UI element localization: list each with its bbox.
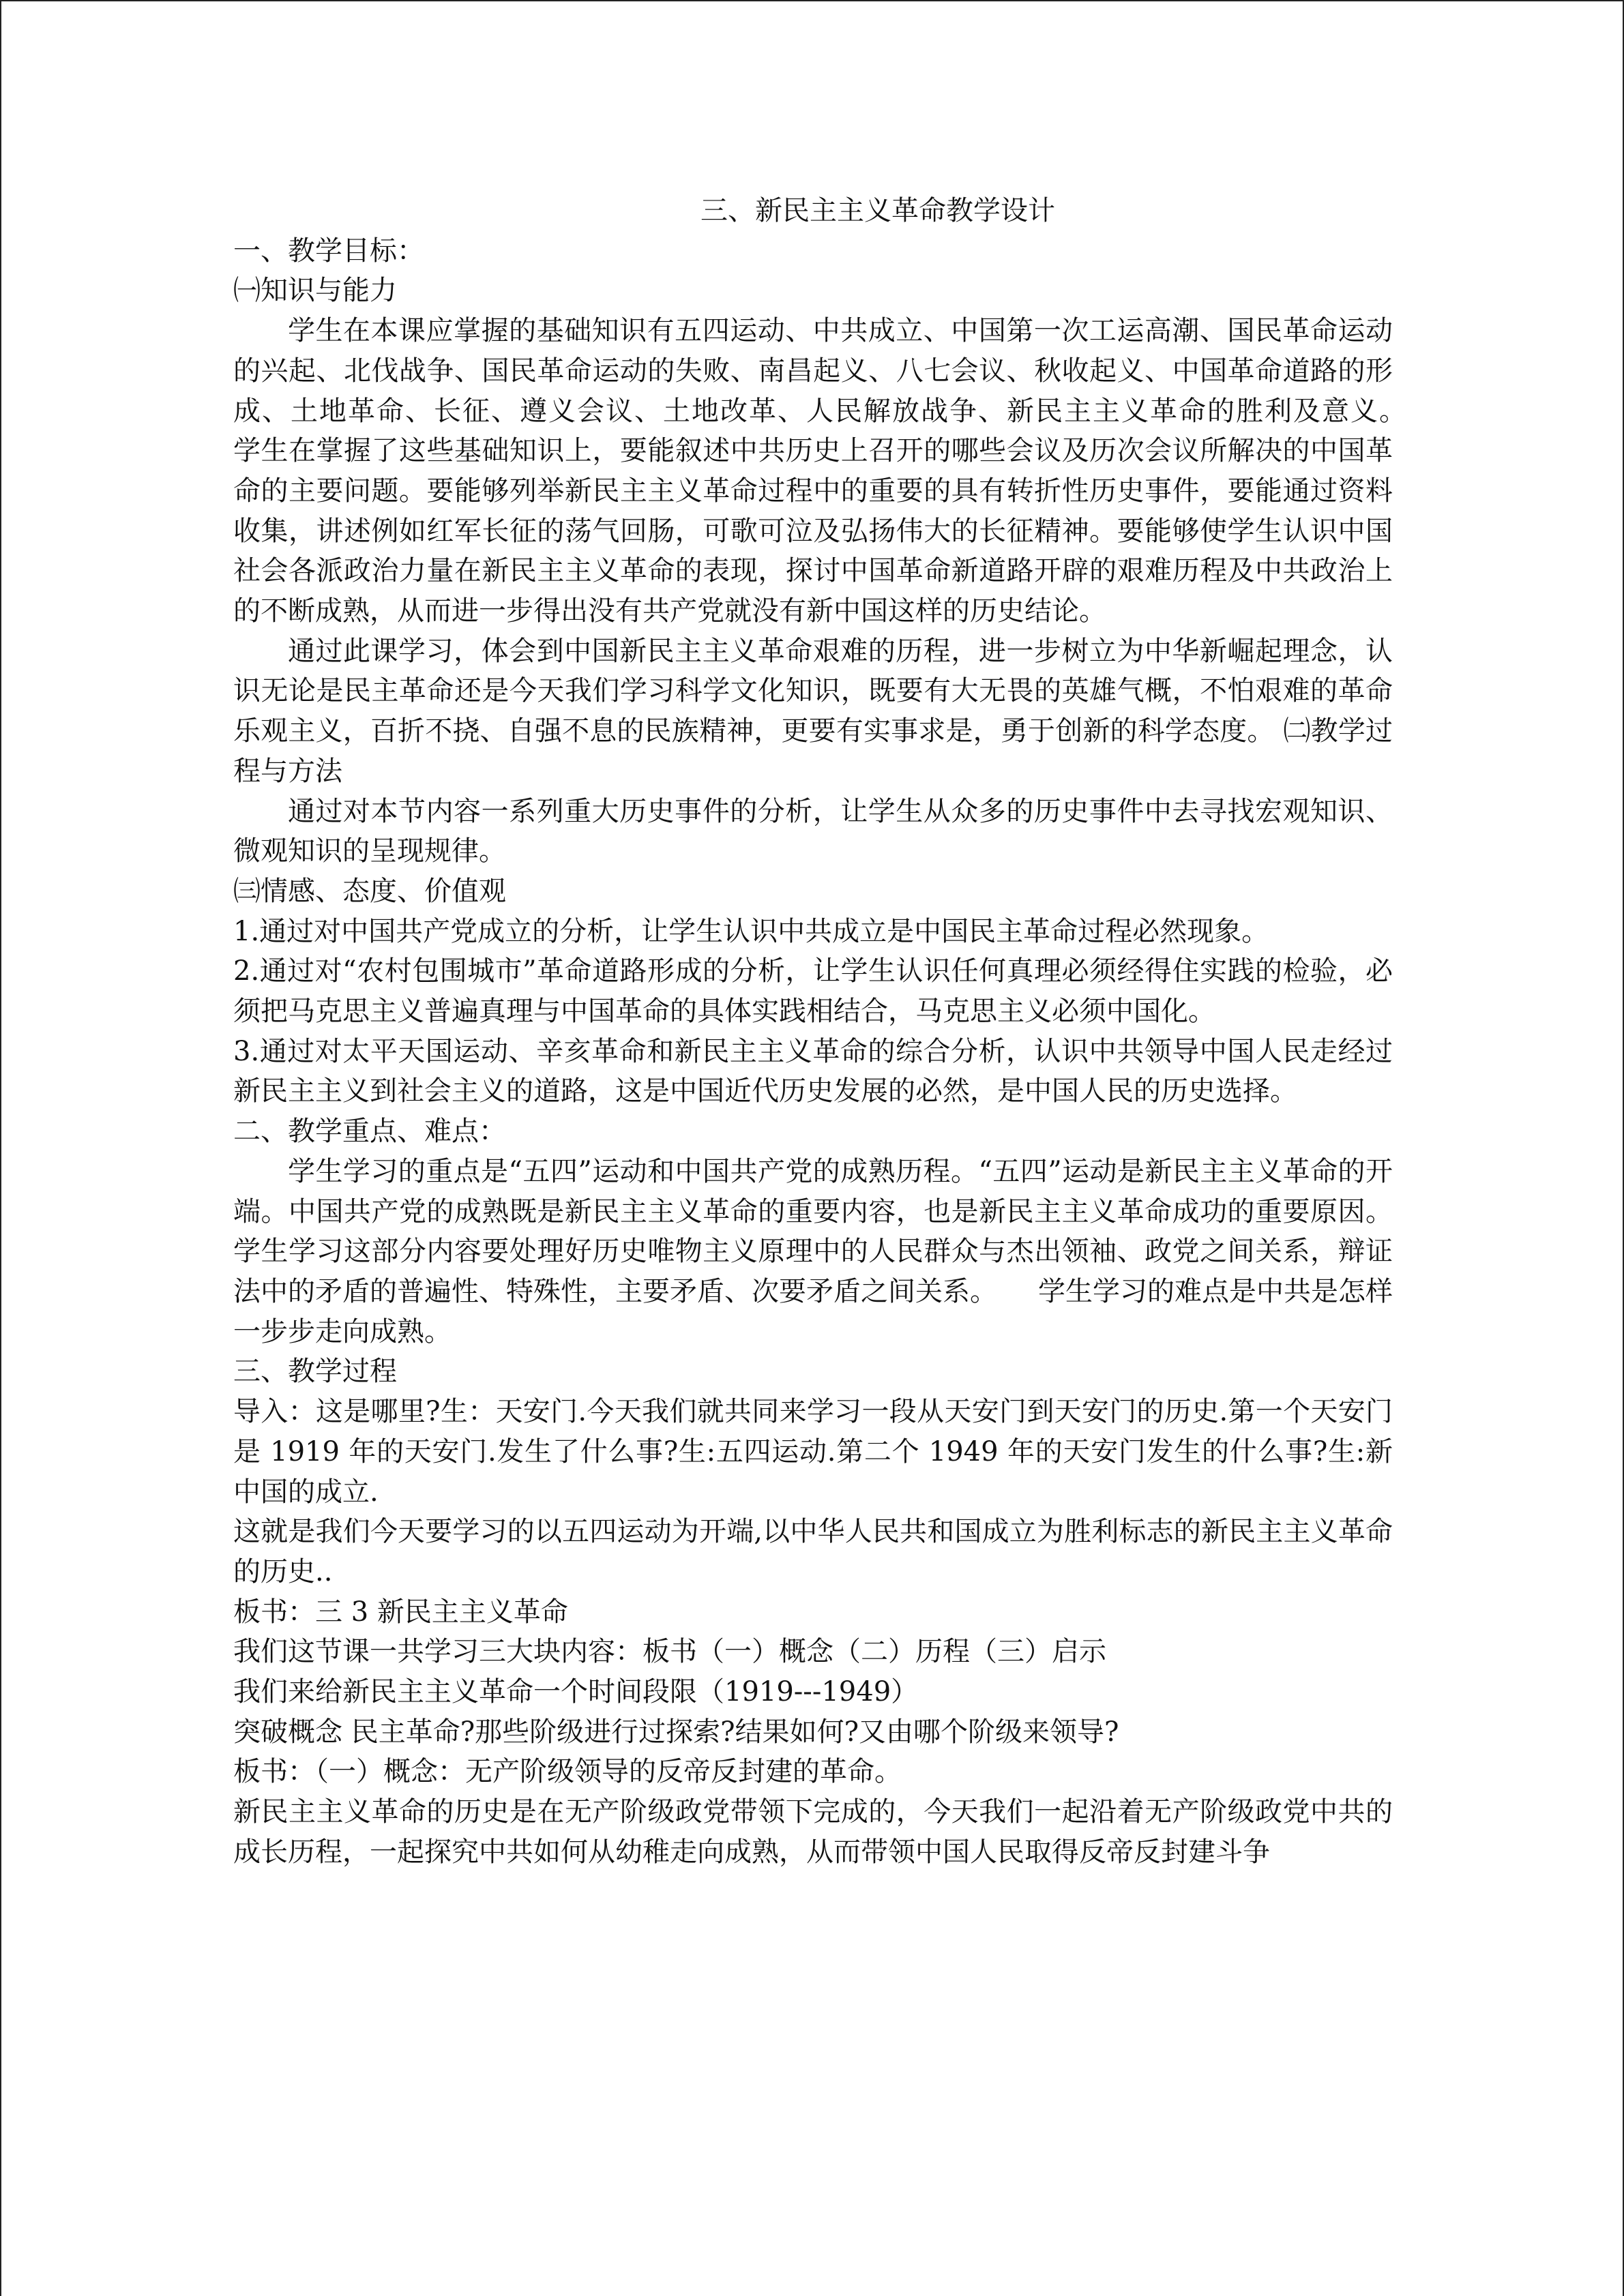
paragraph-key-points: 学生学习的重点是“五四”运动和中国共产党的成熟历程。“五四”运动是新民主主义革命的开端。中国共产党的成熟既是新民主主义革命的重要内容，也是新民主主义革命成功的重要原因。学生学习这部分内容要处理好历史唯物主义原理中的人民群众与杰出领袖、政党之间关系，辩证法中的矛盾的普遍性、特殊性，主要矛盾、次要矛盾之间关系。 学生学习的难点是中共是怎样一步步走向成熟。 xyxy=(233,1155,1393,1347)
list-item-1: 1.通过对中国共产党成立的分析，让学生认识中共成立是中国民主革命过程必然现象。 xyxy=(233,915,1269,947)
paragraph-process-method: 通过对本节内容一系列重大历史事件的分析，让学生从众多的历史事件中去寻找宏观知识、微观知识的呈现规律。 xyxy=(233,795,1393,867)
paragraph-board-title: 板书：三 3 新民主主义革命 xyxy=(233,1596,568,1628)
document-body xyxy=(233,191,1447,1873)
paragraph-board-concept: 板书：（一）概念：无产阶级领导的反帝反封建的革命。 xyxy=(233,1756,902,1788)
section-heading-objectives: 一、教学目标： xyxy=(233,235,424,267)
paragraph-history-intro: 新民主主义革命的历史是在无产阶级政党带领下完成的，今天我们一起沿着无产阶级政党中共的成长历程，一起探究中共如何从幼稚走向成熟，从而带领中国人民取得反帝反封建斗争 xyxy=(233,1796,1393,1868)
paragraph-three-parts: 我们这节课一共学习三大块内容：板书（一）概念（二）历程（三）启示 xyxy=(233,1636,1106,1668)
paragraph-time-range: 我们来给新民主主义革命一个时间段限（1919---1949） xyxy=(233,1676,919,1708)
list-item-2: 2.通过对“农村包围城市”革命道路形成的分析，让学生认识任何真理必须经得住实践的检验，必须把马克思主义普遍真理与中国革命的具体实践相结合，马克思主义必须中国化。 xyxy=(233,955,1393,1028)
subheading-emotion-values: ㈢情感、态度、价值观 xyxy=(233,875,506,907)
section-heading-teaching-process: 三、教学过程 xyxy=(233,1356,397,1388)
section-heading-key-points: 二、教学重点、难点： xyxy=(233,1116,506,1148)
document-title: 三、新民主主义革命教学设计 xyxy=(700,195,1055,226)
subheading-knowledge-ability: ㈠知识与能力 xyxy=(233,275,397,307)
list-item-3: 3.通过对太平天国运动、辛亥革命和新民主主义革命的综合分析，认识中共领导中国人民走经过新民主主义到社会主义的道路，这是中国近代历史发展的必然，是中国人民的历史选择。 xyxy=(233,1035,1393,1107)
paragraph-experience: 通过此课学习，体会到中国新民主主义革命艰难的历程，进一步树立为中华新崛起理念，认识无论是民主革命还是今天我们学习科学文化知识，既要有大无畏的英雄气概，不怕艰难的革命乐观主义，百折不挠、自强不息的民族精神，更要有实事求是，勇于创新的科学态度。 ㈡教学过程与方法 xyxy=(233,635,1393,787)
paragraph-concept-question: 突破概念 民主革命?那些阶级进行过探索?结果如何?又由哪个阶级来领导? xyxy=(233,1716,1119,1748)
paragraph-today-topic: 这就是我们今天要学习的以五四运动为开端,以中华人民共和国成立为胜利标志的新民主主义革命的历史.. xyxy=(233,1516,1393,1587)
paragraph-knowledge: 学生在本课应掌握的基础知识有五四运动、中共成立、中国第一次工运高潮、国民革命运动的兴起、北伐战争、国民革命运动的失败、南昌起义、八七会议、秋收起义、中国革命道路的形成、土地革命、长征、遵义会议、土地改革、人民解放战争、新民主主义革命的胜利及意义。 学生在掌握了这些基础知识上，要能叙述中共历史上召开的哪些会议及历次会议所解决的中国革命的主要问题。要能够列举新民主主义革命过程中的重要的具有转折性历史事件，要能通过资料收集，讲述例如红军长征的荡气回肠，可歌可泣及弘扬伟大的长征精神。要能够使学生认识中国社会各派政治力量在新民主主义革命的表现，探讨中国革命新道路开辟的艰难历程及中共政治上的不断成熟，从而进一步得出没有共产党就没有新中国这样的历史结论。 xyxy=(233,315,1447,627)
paragraph-introduction: 导入：这是哪里?生：天安门.今天我们就共同来学习一段从天安门到天安门的历史.第一个天安门是 1919 年的天安门.发生了什么事?生:五四运动.第二个 1949 年的天安门发生的什么事?生:新中国的成立. xyxy=(233,1396,1393,1508)
